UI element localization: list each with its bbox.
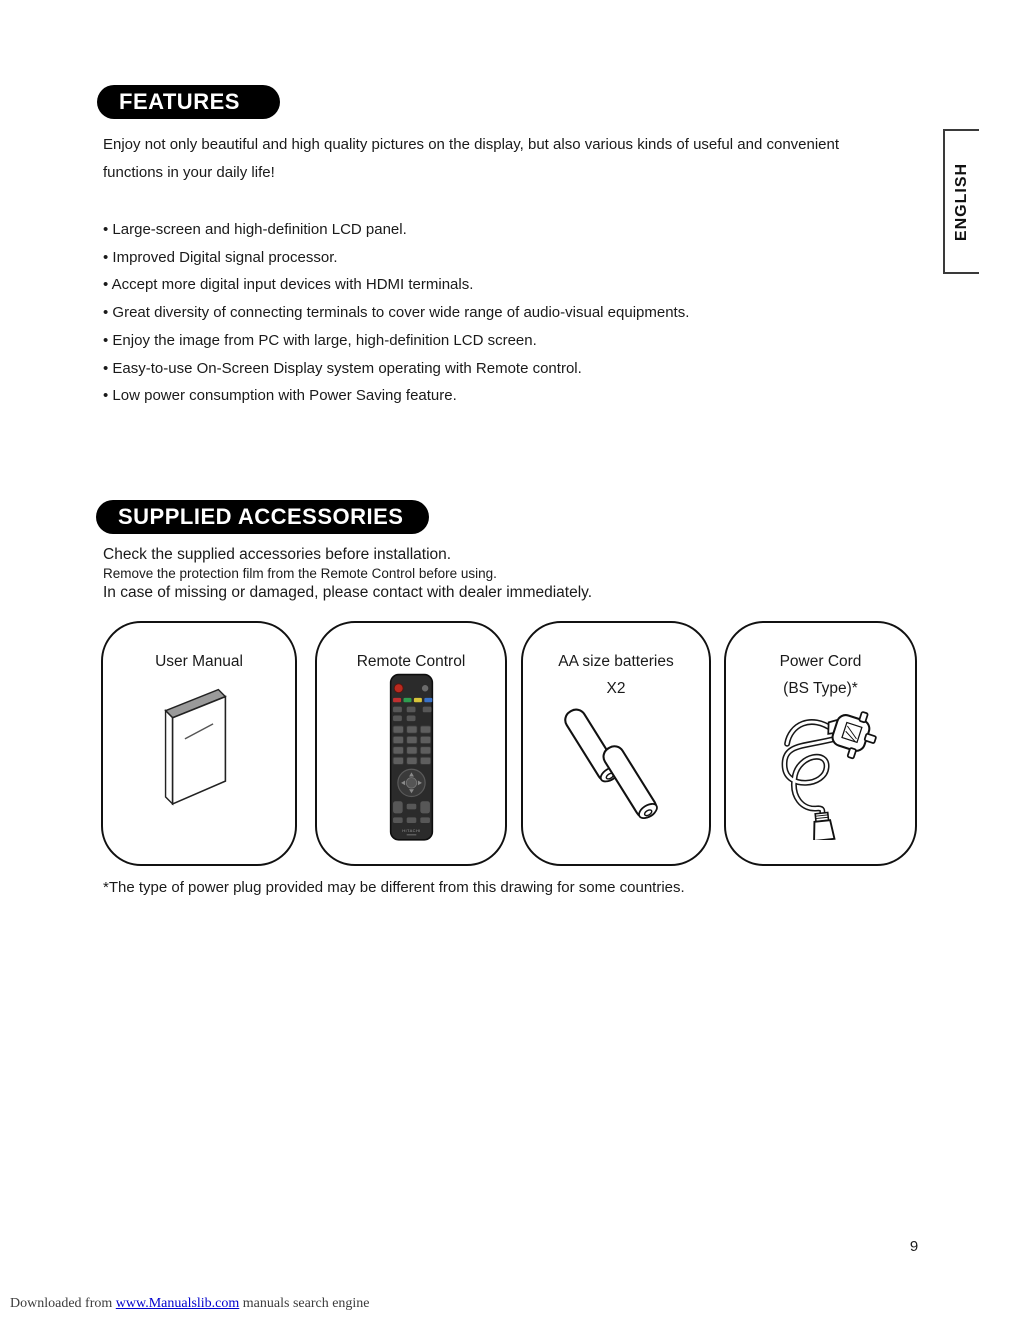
features-heading: FEATURES	[119, 89, 240, 114]
feature-item: • Great diversity of connecting terminals to cover wide range of audio-visual equipments.	[103, 299, 689, 327]
feature-item: • Easy-to-use On-Screen Display system operating with Remote control.	[103, 355, 689, 383]
accessory-label: User Manual	[155, 653, 243, 670]
power-cord-icon	[755, 698, 887, 840]
feature-item: • Accept more digital input devices with HDMI terminals.	[103, 271, 689, 299]
feature-item: • Improved Digital signal processor.	[103, 244, 689, 272]
feature-item: • Enjoy the image from PC with large, high-definition LCD screen.	[103, 327, 689, 355]
features-intro-line1: Enjoy not only beautiful and high quality pictures on the display, but also various kinds of useful and convenient	[103, 136, 840, 153]
accessory-quantity: X2	[606, 680, 626, 697]
features-heading-badge	[97, 85, 280, 119]
language-tab-label: ENGLISH	[953, 162, 970, 241]
features-intro-line2: functions in your daily life!	[103, 164, 275, 181]
accessories-note-2: Remove the protection film from the Remote Control before using.	[103, 566, 497, 581]
accessory-card-batteries	[521, 621, 711, 866]
accessory-label: Remote Control	[356, 653, 466, 670]
power-plug-footnote: *The type of power plug provided may be different from this drawing for some countries.	[103, 879, 685, 896]
accessories-note-1: Check the supplied accessories before installation.	[103, 546, 452, 563]
language-tab	[943, 129, 979, 274]
download-footer	[10, 1296, 370, 1312]
features-intro	[103, 131, 839, 187]
accessory-label: AA size batteries	[558, 653, 674, 670]
accessories-heading: SUPPLIED ACCESSORIES	[118, 504, 404, 529]
features-bullet-list	[103, 216, 689, 410]
accessories-note-3: In case of missing or damaged, please contact with dealer immediately.	[103, 584, 593, 601]
manualslib-link[interactable]: www.Manualslib.com	[115, 1296, 240, 1311]
remote-control-icon	[387, 673, 436, 843]
feature-item: • Low power consumption with Power Saving feature.	[103, 382, 689, 410]
feature-item: • Large-screen and high-definition LCD panel.	[103, 216, 689, 244]
accessory-card-remote-control	[315, 621, 507, 866]
accessory-card-power-cord	[724, 621, 917, 866]
accessories-heading-badge	[96, 500, 429, 534]
accessory-label: Power Cord	[779, 653, 862, 670]
user-manual-book-icon	[155, 679, 243, 811]
accessories-notes	[103, 545, 592, 603]
accessory-type: (BS Type)*	[783, 680, 858, 697]
aa-batteries-icon	[552, 704, 680, 822]
remote-brand-label: HITACHI	[401, 827, 421, 833]
accessory-card-user-manual	[101, 621, 297, 866]
page-number: 9	[909, 1238, 919, 1255]
accessories-card-row	[101, 621, 918, 866]
footer-suffix: manuals search engine	[239, 1296, 370, 1311]
footer-prefix: Downloaded from	[10, 1296, 116, 1311]
